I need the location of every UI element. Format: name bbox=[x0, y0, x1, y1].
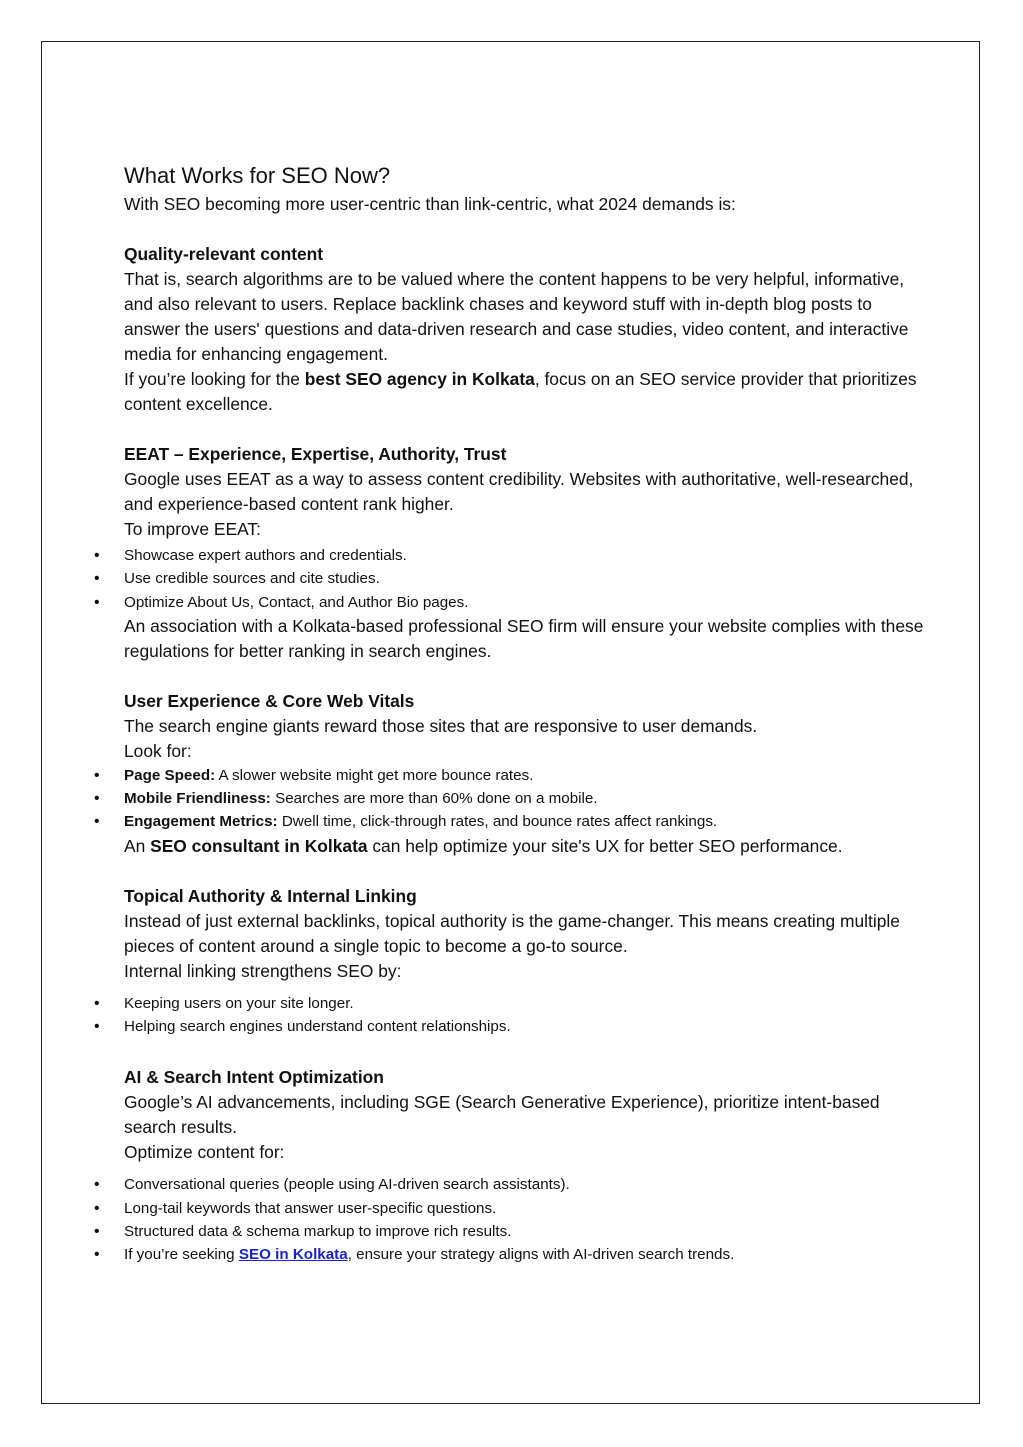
section-paragraph: To improve EEAT: bbox=[124, 519, 261, 539]
seo-in-kolkata-link[interactable]: SEO in Kolkata bbox=[238, 1246, 348, 1264]
bullet-label: Page Speed: bbox=[124, 766, 216, 784]
text-run: Dwell time, click-through rates, and bounce rates affect rankings. bbox=[277, 813, 718, 831]
list-item: • Optimize About Us, Contact, and Author Bio pages. bbox=[124, 591, 924, 614]
list-item bbox=[124, 1243, 924, 1266]
bold-phrase: best SEO agency in Kolkata bbox=[304, 369, 535, 389]
bullet-list bbox=[124, 1173, 924, 1266]
section-paragraph: Instead of just external backlinks, topical authority is the game-changer. This means creating multiple pieces of content around a single topic to become a go-to source. bbox=[124, 910, 900, 956]
section-paragraph bbox=[124, 834, 924, 859]
text-run: can help optimize your site's UX for better SEO performance. bbox=[367, 835, 843, 856]
section-paragraph: The search engine giants reward those sites that are responsive to user demands. bbox=[124, 715, 758, 736]
document-body bbox=[124, 160, 924, 1267]
text-run: , focus on an SEO service provider that prioritizes content excellence. bbox=[124, 369, 917, 414]
list-item bbox=[124, 810, 924, 833]
bullet-list bbox=[124, 764, 924, 834]
bold-phrase: SEO consultant in Kolkata bbox=[150, 835, 368, 856]
section-heading-ai: AI & Search Intent Optimization bbox=[124, 1067, 384, 1088]
page-title: What Works for SEO Now? bbox=[124, 163, 391, 188]
list-item: • Showcase expert authors and credentials. bbox=[124, 544, 924, 567]
section-paragraph: An association with a Kolkata-based professional SEO firm will ensure your website complies with these regulations for better ranking in search engines. bbox=[124, 615, 924, 661]
section-paragraph: Google’s AI advancements, including SGE (Search Generative Experience), prioritize intent-based search results. bbox=[124, 1092, 880, 1138]
list-item: • Conversational queries (people using AI-driven search assistants). bbox=[124, 1173, 924, 1196]
bullet-label: Engagement Metrics: bbox=[124, 813, 278, 831]
section-paragraph: That is, search algorithms are to be valued where the content happens to be very helpful, informative, and also relevant to users. Replace backlink chases and keyword stuff with in-depth blog posts to answer the users' questions and data-driven research and case studies, video content, and interactive media for enhancing engagement. bbox=[124, 269, 909, 364]
section-paragraph: Optimize content for: bbox=[124, 1142, 285, 1163]
list-item: • Long-tail keywords that answer user-specific questions. bbox=[124, 1197, 924, 1220]
intro-paragraph: With SEO becoming more user-centric than link-centric, what 2024 demands is: bbox=[124, 194, 736, 214]
list-item bbox=[124, 787, 924, 810]
text-run: , ensure your strategy aligns with AI-driven search trends. bbox=[347, 1246, 735, 1264]
list-item: • Keeping users on your site longer. bbox=[124, 992, 924, 1015]
text-run: If you’re seeking bbox=[124, 1246, 239, 1264]
section-heading-eeat: EEAT – Experience, Expertise, Authority, Trust bbox=[124, 444, 507, 464]
text-run: An bbox=[124, 835, 151, 856]
bullet-list bbox=[124, 992, 924, 1039]
list-item bbox=[124, 764, 924, 787]
text-run: Searches are more than 60% done on a mobile. bbox=[270, 790, 598, 808]
list-item: • Structured data & schema markup to improve rich results. bbox=[124, 1220, 924, 1243]
section-heading-topical: Topical Authority & Internal Linking bbox=[124, 885, 417, 906]
bullet-label: Mobile Friendliness: bbox=[124, 790, 271, 808]
section-paragraph bbox=[124, 367, 924, 417]
section-paragraph: Internal linking strengthens SEO by: bbox=[124, 960, 402, 981]
section-paragraph: Look for: bbox=[124, 740, 192, 761]
text-run: A slower website might get more bounce rates. bbox=[215, 766, 534, 784]
text-run: If you’re looking for the bbox=[124, 369, 305, 389]
list-item: • Helping search engines understand content relationships. bbox=[124, 1015, 924, 1038]
section-heading-ux: User Experience & Core Web Vitals bbox=[124, 690, 415, 711]
section-heading-quality: Quality-relevant content bbox=[124, 244, 324, 264]
section-paragraph: Google uses EEAT as a way to assess content credibility. Websites with authoritative, well-researched, and experience-based content rank higher. bbox=[124, 469, 914, 514]
bullet-list bbox=[124, 544, 924, 614]
list-item: • Use credible sources and cite studies. bbox=[124, 567, 924, 590]
